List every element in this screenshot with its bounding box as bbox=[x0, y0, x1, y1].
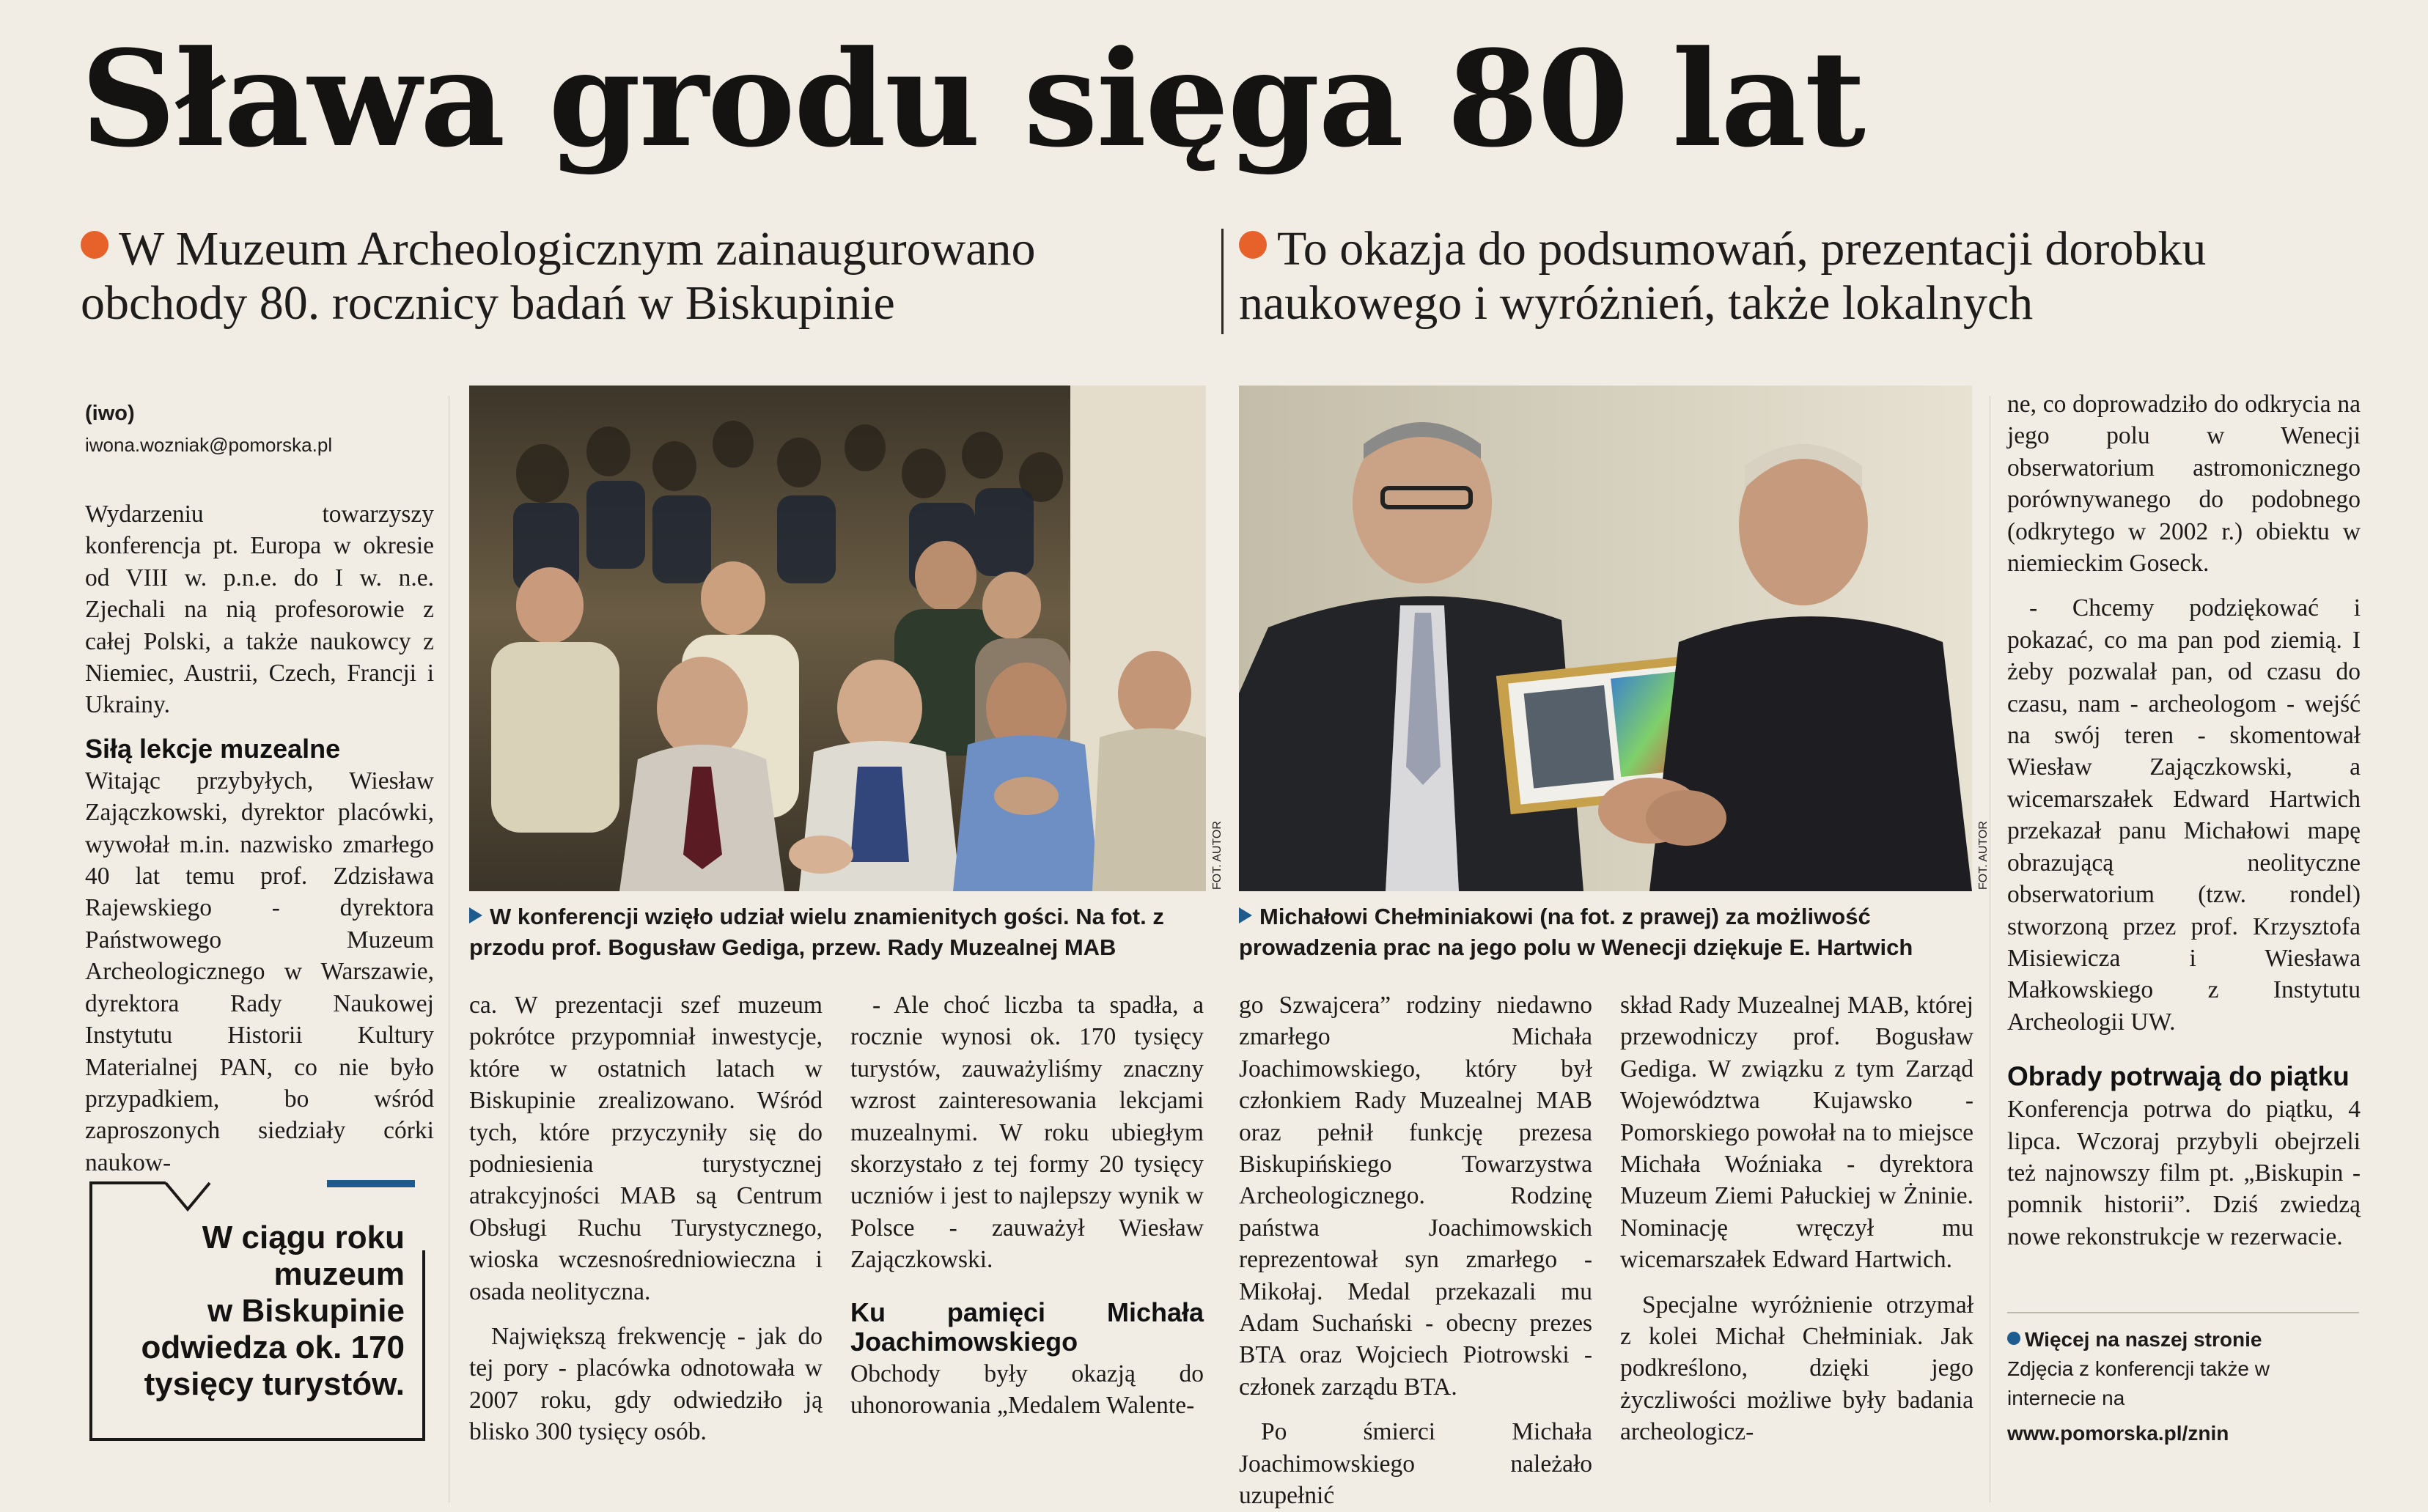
pull-quote-line: W ciągu roku bbox=[202, 1220, 405, 1255]
byline-author: (iwo) bbox=[85, 402, 135, 425]
byline-email: iwona.wozniak@pomorska.pl bbox=[85, 434, 333, 456]
column-6 bbox=[2007, 388, 2361, 1253]
photo-credit: FOT. AUTOR bbox=[1211, 821, 1224, 890]
web-teaser-title: Więcej na naszej stronie bbox=[2025, 1328, 2262, 1351]
column-5 bbox=[1620, 989, 1973, 1448]
pull-quote-line: tysięcy turystów. bbox=[144, 1366, 405, 1402]
deck-left-line-1: W Muzeum Archeologicznym zainaugurowano bbox=[119, 222, 1036, 276]
pull-quote-box bbox=[85, 1177, 430, 1445]
subheading: Ku pamięci Michała Joachimowskiego bbox=[850, 1297, 1204, 1357]
pull-quote-line: odwiedza ok. 170 bbox=[141, 1330, 405, 1365]
caption-arrow-icon bbox=[1239, 907, 1252, 923]
paragraph: Witając przybyłych, Wiesław Zajączkowski, dyrektor placówki, wywołał m.in. nazwisko zmarłego 40 lat temu prof. Zdzisława Rajewskiego - dyrektora Państwowego Muzeum Archeologicznego w Warszawie, dyrektora Rady Naukowej Instytutu Historii Kultury Materialnej PAN, co nie było przypadkiem, bo wśród zaproszonych siedziały córki naukow- bbox=[85, 767, 434, 1176]
caption-arrow-icon bbox=[469, 907, 482, 923]
web-teaser-text: Zdjęcia z konferencji także w internecie na bbox=[2007, 1357, 2270, 1409]
photo-credit: FOT. AUTOR bbox=[1977, 821, 1990, 890]
sidebar-divider bbox=[2007, 1312, 2359, 1313]
orange-bullet-icon bbox=[1239, 231, 1267, 259]
orange-bullet-icon bbox=[81, 231, 108, 259]
subheading: Siłą lekcje muzealne bbox=[85, 733, 341, 764]
deck-left-line-2: obchody 80. rocznicy badań w Biskupinie bbox=[81, 276, 895, 330]
web-teaser bbox=[2007, 1325, 2359, 1448]
headline: Sława grodu sięga 80 lat bbox=[81, 22, 1864, 177]
paragraph: Wydarzeniu towarzyszy konferencja pt. Europa w okresie od VIII w. p.n.e. do I w. n.e. Zjechali na nią profesorowie z całej Polski, a także naukowcy z Niemiec, Austrii, Czech, Francji i Ukrainy. bbox=[85, 501, 434, 719]
deck-left bbox=[81, 222, 1239, 331]
paragraph: - Ale choć liczba ta spadła, a rocznie wynosi ok. 170 tysięcy turystów, zauważyliśmy znaczny wzrost zainteresowania lekcjami muzealnymi. W roku ubiegłym skorzystało z tej formy 20 tysięcy uczniów i jest to najlepszy wynik w Polsce - zauważył Wiesław Zajączkowski. bbox=[850, 992, 1204, 1274]
paragraph: Największą frekwencję - jak do tej pory - placówka odnotowała w 2007 roku, gdy odwiedziło ją blisko 300 tysięcy osób. bbox=[469, 1323, 823, 1446]
column-2 bbox=[469, 989, 823, 1448]
pull-quote-text bbox=[97, 1220, 405, 1403]
deck-right-line-2: naukowego i wyróżnień, także lokalnych bbox=[1239, 276, 2034, 330]
column-1 bbox=[85, 498, 434, 1179]
paragraph: skład Rady Muzealnej MAB, której przewodniczy prof. Bogusław Gediga. W związku z tym Zarząd Województwa Kujawsko - Pomorskiego powołał na to miejsce Michała Woźniaka - dyrektora Muzeum Ziemi Pałuckiej w Żninie. Nominację wręczył mu wicemarszałek Edward Hartwich. bbox=[1620, 992, 1973, 1274]
photo-2-caption: Michałowi Chełminiakowi (na fot. z prawej) za możliwość prowadzenia prac na jego polu w Wenecji dziękuje E. Hartwich bbox=[1239, 904, 1913, 960]
paragraph: Specjalne wyróżnienie otrzymał z kolei Michał Chełminiak. Jak podkreślono, dzięki jego życzliwości możliwe były badania archeologicz- bbox=[1620, 1291, 1973, 1446]
paragraph: Konferencja potrwa do piątku, 4 lipca. Wczoraj przybyli obejrzeli też najnowszy film pt. „Biskupin - pomnik historii”. Dziś zwiedzą nowe rekonstrukcje w rezerwacie. bbox=[2007, 1096, 2361, 1250]
bullet-icon bbox=[2007, 1332, 2020, 1345]
column-3 bbox=[850, 989, 1204, 1421]
photo-handshake bbox=[1239, 386, 1972, 891]
paragraph: Po śmierci Michała Joachimowskiego należało uzupełnić bbox=[1239, 1418, 1592, 1510]
pull-quote-line: w Biskupinie bbox=[207, 1293, 405, 1329]
paragraph: ca. W prezentacji szef muzeum pokrótce przypomniał inwestycje, które w ostatnich latach w Biskupinie zrealizowano. Wśród tych, które przyczyniły się do podniesienia turystycznej atrakcyjności MAB są Centrum Obsługi Ruchu Turystycznego, wioska wczesnośredniowieczna i osada neolityczna. bbox=[469, 992, 823, 1305]
paragraph: Obchody były okazją do uhonorowania „Medalem Walente- bbox=[850, 1360, 1204, 1420]
column-4 bbox=[1239, 989, 1592, 1512]
subheading: Obrady potrwają do piątku bbox=[2007, 1061, 2350, 1092]
web-teaser-link[interactable]: www.pomorska.pl/znin bbox=[2007, 1422, 2229, 1445]
photo-conference-audience bbox=[469, 386, 1206, 891]
deck-right-line-1: To okazja do podsumowań, prezentacji dorobku bbox=[1277, 222, 2207, 276]
deck-right bbox=[1239, 222, 2412, 331]
paragraph: - Chcemy podziękować i pokazać, co ma pan pod ziemią. I żeby pozwalał pan, od czasu do czasu, nam - archeologom - wejść na swój teren - skomentował Wiesław Zajączkowski, a wicemarszałek Edward Hartwich przekazał panu Michałowi mapę obrazującą neolityczne obserwatorium (tzw. rondel) stworzoną przez prof. Krzysztofa Misiewicza i Wiesława Małkowskiego z Instytutu Archeologii UW. bbox=[2007, 594, 2361, 1036]
paragraph: ne, co doprowadziło do odkrycia na jego polu w Wenecji obserwatorium astromonicznego porównywanego do podobnego (odkrytego w 2002 r.) obiektu w niemieckim Goseck. bbox=[2007, 391, 2361, 578]
photo-1-caption: W konferencji wzięło udział wielu znamienitych gości. Na fot. z przodu prof. Bogusław Gediga, przew. Rady Muzealnej MAB bbox=[469, 904, 1164, 960]
pull-quote-line: muzeum bbox=[273, 1256, 405, 1292]
deck-divider bbox=[1221, 229, 1224, 334]
paragraph: go Szwajcera” rodziny niedawno zmarłego Michała Joachimowskiego, który był członkiem Rady Muzealnej MAB oraz pełnił funkcję prezesa Biskupińskiego Towarzystwa Archeologicznego. Rodzinę państwa Joachimowskich reprezentował syn zmarłego - Mikołaj. Medal przekazali mu Adam Suchański - obecny prezes BTA oraz Wojciech Piotrowski - członek zarządu BTA. bbox=[1239, 992, 1592, 1401]
